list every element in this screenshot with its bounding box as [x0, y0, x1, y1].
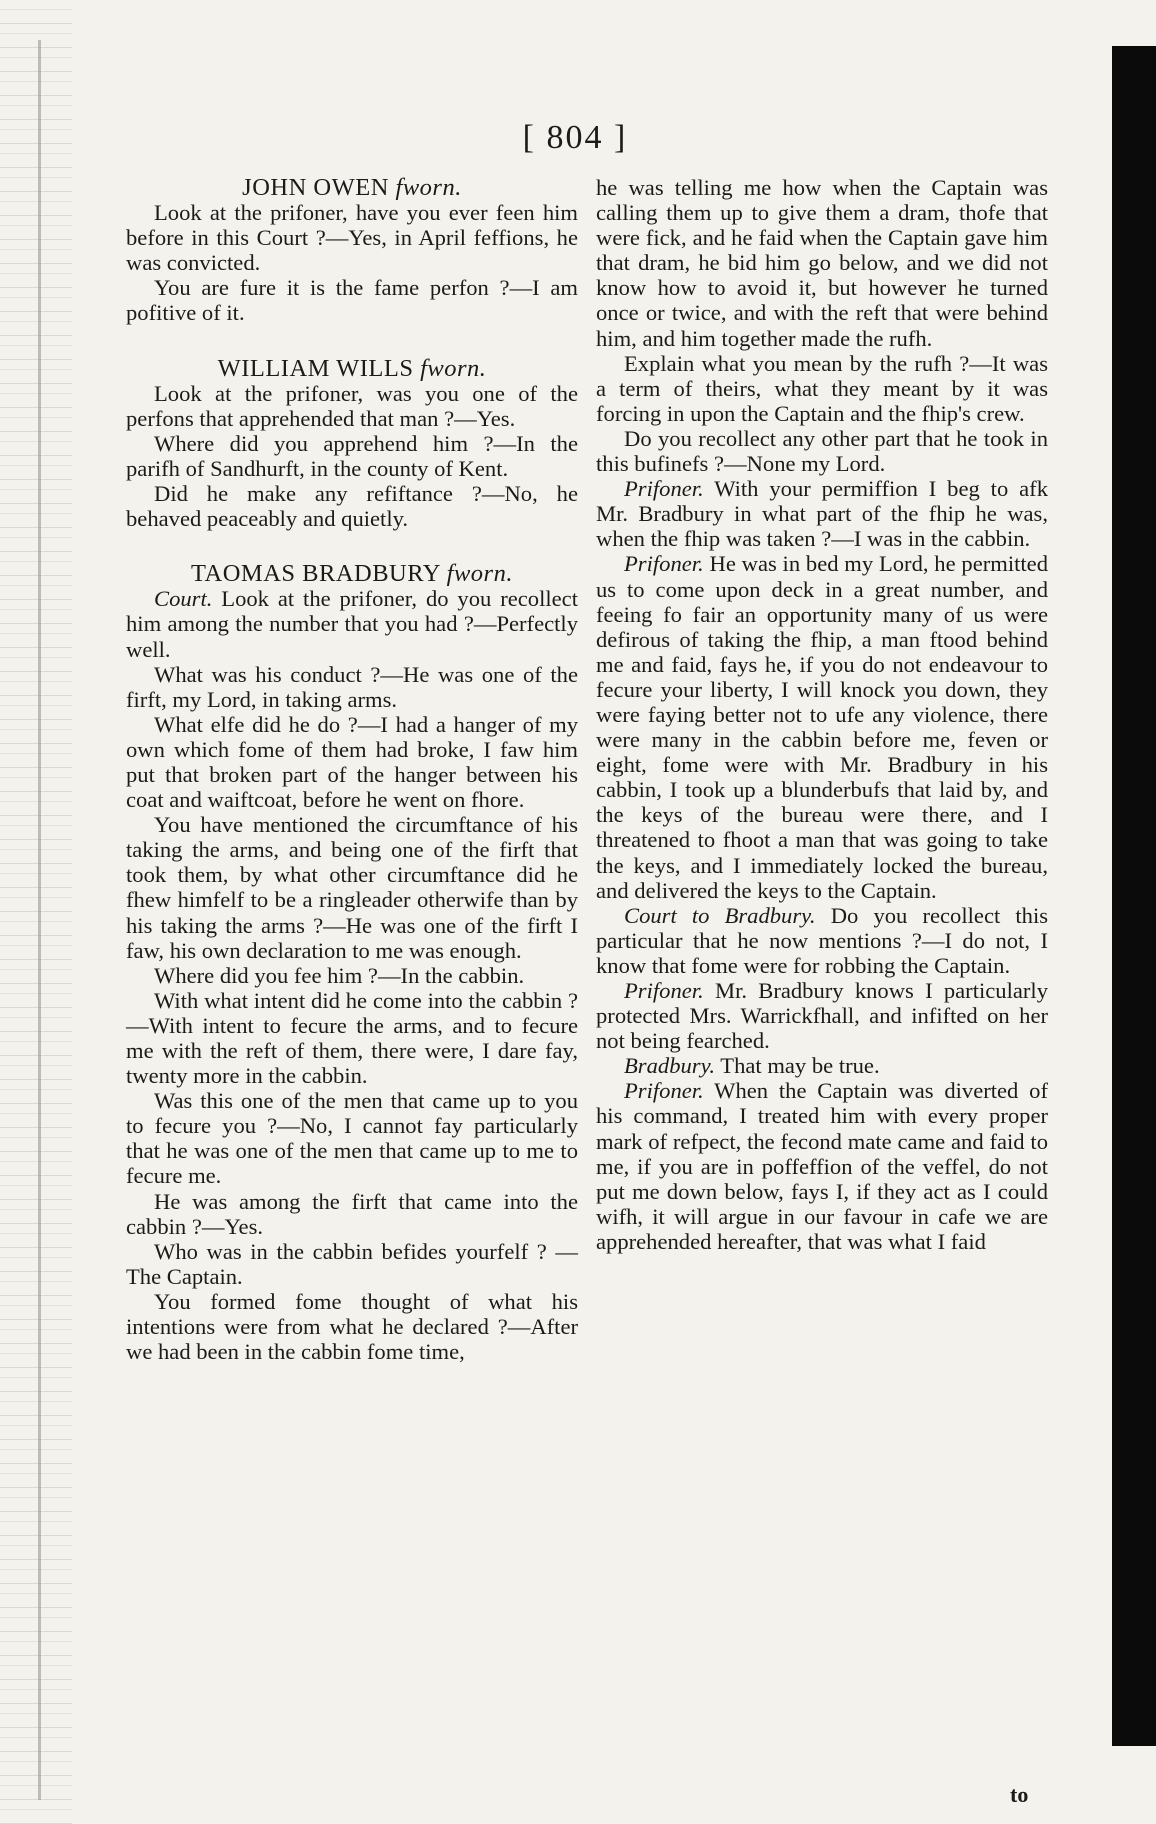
speaker-label: Prifoner. — [624, 978, 704, 1003]
testimony-paragraph: he was telling me how when the Captain was calling them up to give them a dram, thofe that were fick, and he faid when the Captain gave him that dram, he bid him go below, and we did not know how to avoid it, but however he turned once or twice, and with the reft that were behind him, and him together made the rufh. — [596, 175, 1048, 351]
testimony-paragraph: You formed fome thought of what his intentions were from what he declared ?—After we had been in the cabbin fome time, — [126, 1288, 578, 1365]
testimony-paragraph — [126, 586, 578, 661]
left-column — [126, 175, 578, 1364]
testimony-paragraph — [596, 903, 1048, 978]
testimony-paragraph: What was his conduct ?—He was one of the firft, my Lord, in taking arms. — [126, 661, 578, 712]
sworn-label: fworn. — [395, 174, 462, 201]
sworn-label: fworn. — [446, 560, 513, 588]
catchword: to — [1010, 1782, 1029, 1807]
witness-name: JOHN OWEN — [242, 174, 389, 201]
testimony-paragraph: You are fure it is the fame perfon ?—I am pofitive of it. — [126, 275, 578, 326]
testimony-paragraph: Explain what you mean by the rufh ?—It was a term of theirs, what they meant by it was forcing in upon the Captain and the fhip's crew. — [596, 350, 1048, 426]
testimony-paragraph: You have mentioned the circumftance of his taking the arms, and being one of the firft that took them, by what other circumftance did he fhew himfelf to be a ringleader otherwife than by his taking the arms ?—He was one of the firft I faw, his own declaration to me was enough. — [126, 812, 578, 963]
testimony-paragraph — [596, 551, 1048, 902]
testimony-paragraph: Where did you fee him ?—In the cabbin. — [154, 962, 525, 988]
section-spacer — [126, 326, 578, 356]
testimony-paragraph: Look at the prifoner, was you one of the perfons that apprehended that man ?—Yes. — [126, 380, 578, 431]
testimony-paragraph: What elfe did he do ?—I had a hanger of my own which fome of them had broke, I faw him put that broken part of the hanger between his coat and waiftcoat, before he went on fhore. — [126, 711, 578, 813]
testimony-paragraph: Where did you apprehend him ?—In the parifh of Sandhurft, in the county of Kent. — [126, 430, 578, 481]
witness-name: TAOMAS BRADBURY — [191, 560, 441, 588]
speaker-label: Prifoner. — [624, 476, 704, 502]
testimony-paragraph — [596, 978, 1048, 1053]
sworn-label: fworn. — [420, 354, 487, 382]
testimony-text: He was in bed my Lord, he permitted us to come upon deck in a great number, and feeing fo fair an opportunity many of us were defirous of taking the fhip, a man ftood behind me and faid, fays he, if you do not endeavour to fecure your liberty, I will knock you down, they were faying better not to ufe any violence, there were many in the cabbin before me, feven or eight, fome were with Mr. Bradbury in his cabbin, I took up a blunderbufs that laid by, and the keys of the bureau were there, and I threatened to fhoot a man that was going to take the keys, and I immediately locked the bureau, and delivered the keys to the Captain. — [596, 551, 1048, 903]
witness-name: WILLIAM WILLS — [217, 354, 414, 382]
speaker-label: Prifoner. — [624, 1078, 704, 1104]
speaker-label: Bradbury. — [624, 1053, 716, 1079]
page-number: [ 804 ] — [522, 119, 628, 156]
right-column — [596, 175, 1048, 1254]
testimony-text: When the Captain was diverted of his command, I treated him with every proper mark of refpect, the fecond mate came and faid to me, if you are in poffeffion of the veffel, do not put me down below, fays I, if they act as I could wifh, it will argue in our favour in cafe we are apprehended hereafter, that was what I faid — [596, 1078, 1048, 1254]
witness-heading-owen — [126, 175, 578, 200]
testimony-paragraph: Was this one of the men that came up to you to fecure you ?—No, I cannot fay particularly that he was one of the men that came up to me to fecure me. — [126, 1088, 578, 1189]
witness-heading-wills — [126, 356, 578, 381]
binding-edge-line — [38, 40, 41, 1800]
testimony-paragraph — [596, 476, 1048, 551]
binding-margin — [0, 0, 72, 1824]
speaker-label: Prifoner. — [624, 551, 704, 577]
testimony-text: That may be true. — [720, 1053, 880, 1079]
testimony-paragraph: He was among the firft that came into the cabbin ?—Yes. — [126, 1188, 578, 1239]
section-spacer — [126, 531, 578, 561]
testimony-paragraph — [596, 1053, 1048, 1078]
speaker-label: Court. — [154, 586, 213, 612]
witness-heading-bradbury — [126, 561, 578, 586]
testimony-text: Look at the prifoner, do you recollect him among the number that you had ?—Perfectly well. — [126, 586, 578, 662]
speaker-label: Court to Bradbury. — [624, 902, 816, 928]
testimony-text: Mr. Bradbury knows I particularly protected Mrs. Warrickfhall, and infifted on her not being fearched. — [596, 978, 1048, 1054]
testimony-paragraph — [596, 1078, 1048, 1254]
testimony-text: Do you recollect this particular that he now mentions ?—I do not, I know that fome were for robbing the Captain. — [596, 902, 1049, 978]
testimony-paragraph: Look at the prifoner, have you ever feen him before in this Court ?—Yes, in April feffions, he was convicted. — [126, 200, 578, 276]
testimony-paragraph: With what intent did he come into the cabbin ?—With intent to fecure the arms, and to fecure me with the reft of them, there were, I dare fay, twenty more in the cabbin. — [126, 987, 578, 1089]
testimony-paragraph: Did he make any refiftance ?—No, he behaved peaceably and quietly. — [126, 481, 578, 532]
scan-dark-edge — [1112, 46, 1156, 1746]
testimony-text: With your permiffion I beg to afk Mr. Bradbury in what part of the fhip he was, when the fhip was taken ?—I was in the cabbin. — [596, 476, 1048, 552]
testimony-paragraph: Do you recollect any other part that he took in this bufinefs ?—None my Lord. — [596, 425, 1048, 477]
testimony-paragraph: Who was in the cabbin befides yourfelf ? —The Captain. — [126, 1238, 578, 1289]
